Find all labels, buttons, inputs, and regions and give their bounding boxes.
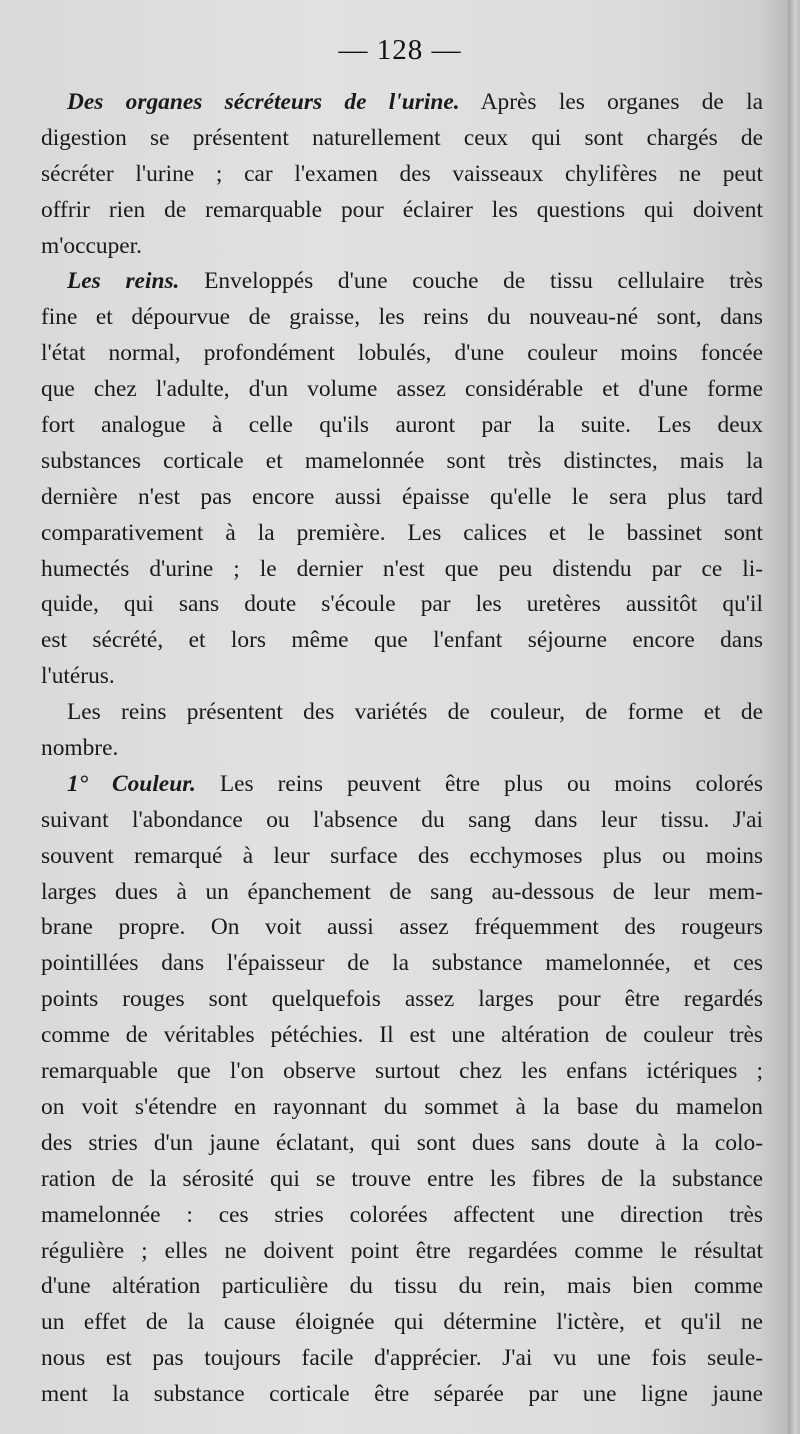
text-line — [41, 444, 763, 480]
text-line — [41, 372, 763, 408]
text-line — [41, 480, 763, 516]
text-line — [41, 1018, 763, 1054]
line-text: on voit s'étendre en rayonnant du sommet à la base du mamelon — [41, 1093, 763, 1120]
section-heading: Les reins. — [67, 268, 180, 295]
text-line — [41, 1341, 763, 1377]
text-line — [41, 982, 763, 1018]
section-heading: Des organes sécréteurs de l'urine. — [67, 89, 460, 115]
line-text: fort analogue à celle qu'ils auront par la suite. Les deux — [41, 412, 763, 439]
text-line — [41, 875, 763, 911]
text-line — [41, 839, 763, 875]
text-line — [41, 1377, 763, 1413]
text-line — [41, 1126, 763, 1162]
text-line — [41, 193, 763, 229]
text-line — [41, 910, 763, 946]
line-text: l'état normal, profondément lobulés, d'une couleur moins foncée — [41, 340, 763, 367]
text-line — [41, 157, 763, 193]
line-text: m'occuper. — [41, 232, 142, 259]
line-text: Les reins peuvent être plus ou moins colorés — [195, 770, 763, 797]
line-text: comparativement à la première. Les calices et le bassinet sont — [41, 519, 763, 546]
text-line — [41, 587, 763, 623]
text-line — [41, 1234, 763, 1270]
line-text: dernière n'est pas encore aussi épaisse qu'elle le sera plus tard — [41, 483, 763, 510]
line-text: offrir rien de remarquable pour éclairer les questions qui doivent — [41, 196, 763, 223]
text-line — [41, 264, 763, 300]
line-text: que chez l'adulte, d'un volume assez considérable et d'une forme — [41, 376, 763, 403]
text-line — [41, 1162, 763, 1198]
line-text: larges dues à un épanchement de sang au-dessous de leur mem- — [41, 878, 763, 905]
text-line — [41, 946, 763, 982]
text-line — [41, 731, 763, 767]
line-text: des stries d'un jaune éclatant, qui sont dues sans doute à la colo- — [41, 1129, 763, 1156]
text-line — [41, 767, 763, 803]
line-text: d'une altération particulière du tissu du rein, mais bien comme — [41, 1273, 763, 1300]
line-text: Après les organes de la — [459, 89, 763, 115]
line-text: ment la substance corticale être séparée par une ligne jaune — [41, 1381, 763, 1408]
line-text: pointillées dans l'épaisseur de la substance mamelonnée, et ces — [41, 950, 763, 977]
text-line — [41, 623, 763, 659]
text-line — [41, 300, 763, 336]
line-text: mamelonnée : ces stries colorées affectent une direction très — [41, 1201, 763, 1228]
line-text: suivant l'abondance ou l'absence du sang dans leur tissu. J'ai — [41, 806, 763, 833]
line-text: humectés d'urine ; le dernier n'est que peu distendu par ce li- — [41, 555, 763, 582]
text-line — [41, 695, 763, 731]
line-text: substances corticale et mamelonnée sont très distinctes, mais la — [41, 447, 763, 474]
line-text: régulière ; elles ne doivent point être regardées comme le résultat — [41, 1237, 763, 1264]
text-line — [41, 336, 763, 372]
line-text: nombre. — [41, 735, 119, 762]
line-text: ration de la sérosité qui se trouve entre les fibres de la substance — [41, 1165, 763, 1192]
line-text: fine et dépourvue de graisse, les reins du nouveau-né sont, dans — [41, 304, 763, 331]
line-text: Les reins présentent des variétés de couleur, de forme et de — [67, 699, 763, 726]
text-line — [41, 408, 763, 444]
text-line — [41, 1090, 763, 1126]
line-text: remarquable que l'on observe surtout chez les enfans ictériques ; — [41, 1058, 763, 1085]
line-text: quide, qui sans doute s'écoule par les uretères aussitôt qu'il — [41, 591, 763, 618]
text-line — [41, 803, 763, 839]
text-line — [41, 1305, 763, 1341]
page-number: — 128 — — [338, 34, 462, 66]
text-line — [41, 1198, 763, 1234]
page-edge-shadow — [788, 0, 800, 1434]
text-line — [41, 552, 763, 588]
text-line — [41, 85, 763, 121]
text-line — [41, 121, 763, 157]
text-line — [41, 1054, 763, 1090]
line-text: digestion se présentent naturellement ceux qui sont chargés de — [41, 124, 763, 151]
text-line — [41, 1269, 763, 1305]
line-text: un effet de la cause éloignée qui détermine l'ictère, et qu'il ne — [41, 1309, 763, 1336]
line-text: Enveloppés d'une couche de tissu cellulaire très — [179, 268, 763, 295]
line-text: comme de véritables pétéchies. Il est une altération de couleur très — [41, 1022, 763, 1049]
text-line — [41, 229, 763, 265]
line-text: l'utérus. — [41, 663, 115, 690]
section-heading: 1° Couleur. — [67, 770, 196, 797]
text-line — [41, 659, 763, 695]
line-text: est sécrété, et lors même que l'enfant séjourne encore dans — [41, 627, 763, 654]
line-text: souvent remarqué à leur surface des ecchymoses plus ou moins — [41, 842, 763, 869]
line-text: nous est pas toujours facile d'apprécier. J'ai vu une fois seule- — [41, 1345, 763, 1372]
line-text: points rouges sont quelquefois assez larges pour être regardés — [41, 986, 763, 1013]
line-text: sécréter l'urine ; car l'examen des vaisseaux chylifères ne peut — [41, 160, 763, 187]
body-text — [41, 85, 763, 1413]
line-text: brane propre. On voit aussi assez fréquemment des rougeurs — [41, 914, 763, 941]
text-line — [41, 516, 763, 552]
